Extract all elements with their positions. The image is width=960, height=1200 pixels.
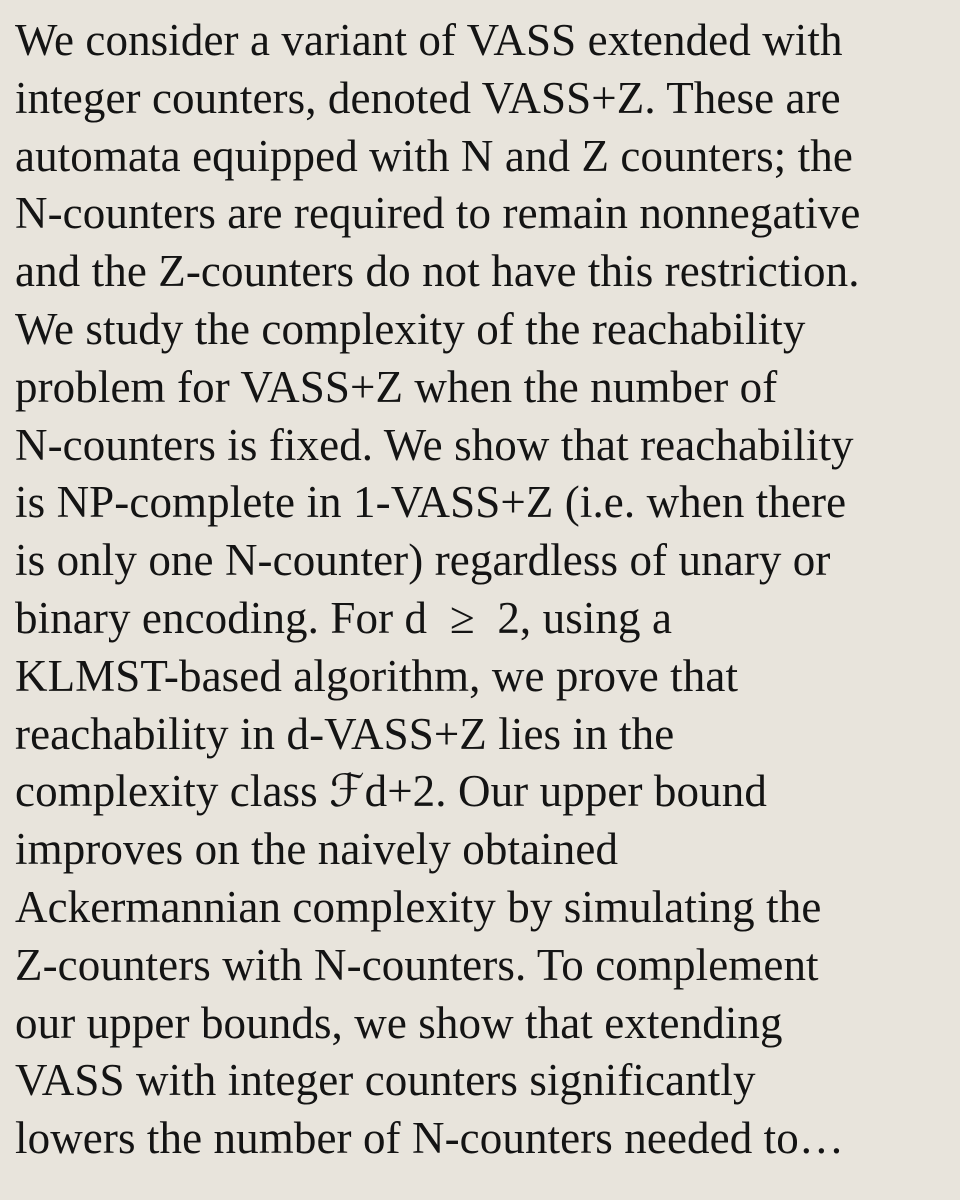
abstract-line: automata equipped with N and Z counters; the [15,130,853,181]
abstract-line: Ackermannian complexity by simulating the [15,881,822,932]
abstract-line: N-counters are required to remain nonnegative [15,188,861,239]
abstract-line: problem for VASS+Z when the number of [15,361,778,412]
abstract-text [15,12,950,1168]
abstract-line: KLMST-based algorithm, we prove that [15,650,739,701]
abstract-line: is only one N-counter) regardless of unary or [15,535,831,586]
abstract-line: improves on the naively obtained [15,824,619,875]
abstract-line: and the Z-counters do not have this restriction. [15,246,860,297]
abstract-line: Z-counters with N-counters. To complement [15,939,819,990]
abstract-line: reachability in d-VASS+Z lies in the [15,708,675,759]
abstract-line: is NP-complete in 1-VASS+Z (i.e. when there [15,477,847,528]
abstract-line: We study the complexity of the reachability [15,303,806,354]
abstract-line: our upper bounds, we show that extending [15,997,783,1048]
abstract-line: lowers the number of N-counters needed to… [15,1113,844,1164]
abstract-line: integer counters, denoted VASS+Z. These are [15,72,841,123]
abstract-line: N-counters is fixed. We show that reachability [15,419,854,470]
abstract-line: We consider a variant of VASS extended with [15,15,843,65]
abstract-line: binary encoding. For d ≥ 2, using a [15,592,673,643]
abstract-line: VASS with integer counters significantly [15,1055,756,1106]
abstract-line: complexity class ℱd+2. Our upper bound [15,766,767,817]
